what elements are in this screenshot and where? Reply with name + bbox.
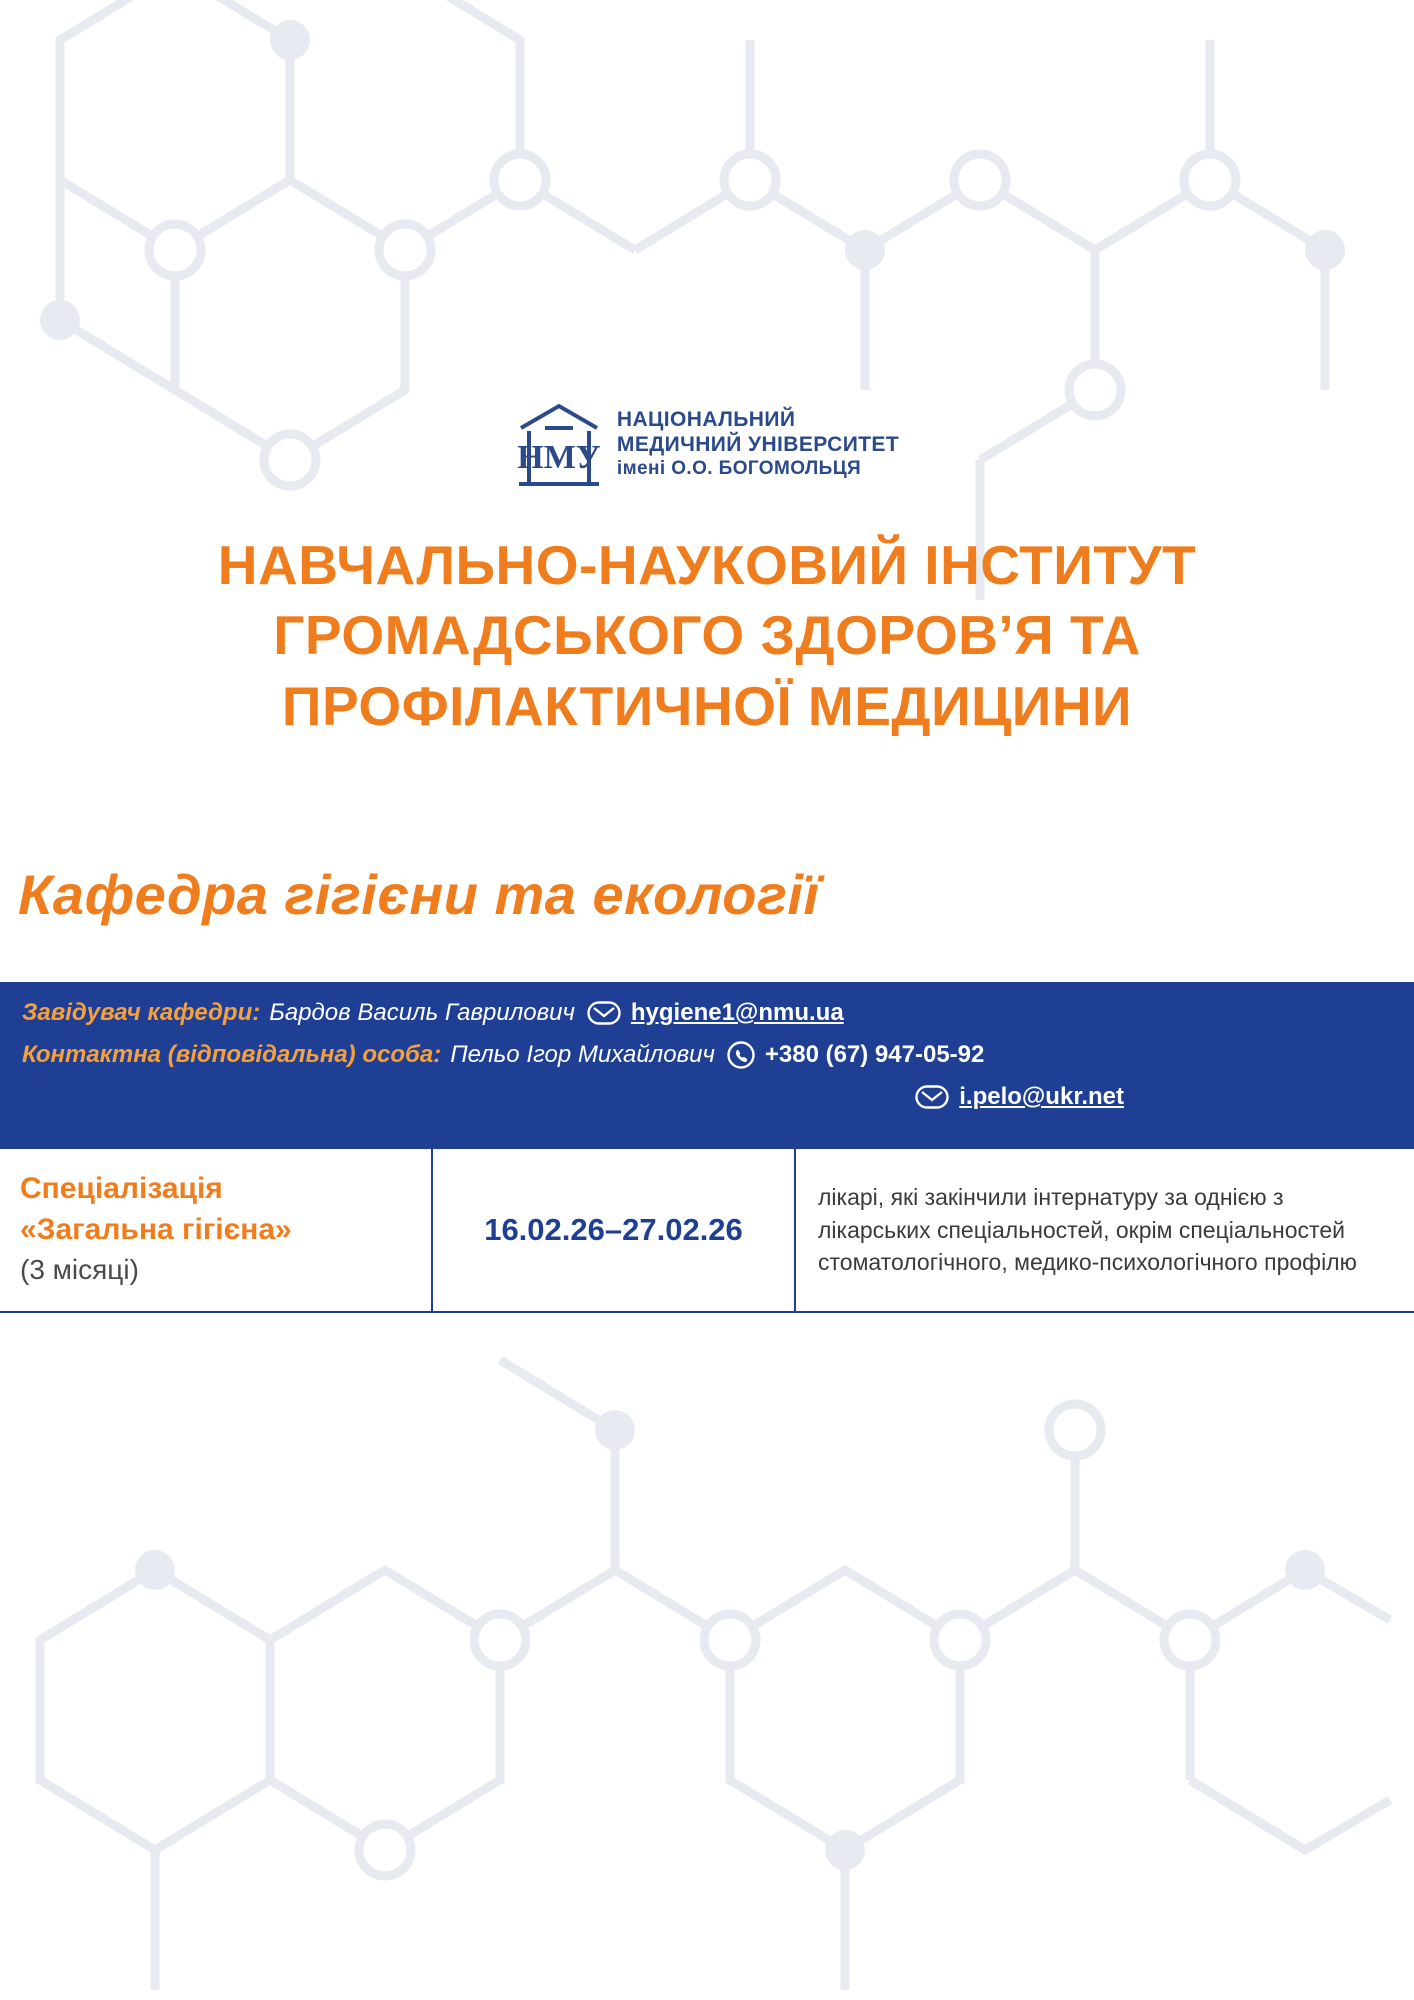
head-email-link[interactable]: hygiene1@nmu.ua: [630, 999, 844, 1026]
head-name: Бардов Василь Гаврилович: [269, 999, 575, 1026]
contact-row-head: [22, 998, 1386, 1028]
envelope-icon: [587, 1001, 621, 1025]
institute-title-line-1: НАВЧАЛЬНО-НАУКОВИЙ ІНСТИТУТ: [217, 534, 1197, 596]
course-dates-cell: 16.02.26–27.02.26: [432, 1148, 795, 1312]
contact-row-person-email: [22, 1082, 1386, 1112]
institute-title-line-2: ГРОМАДСЬКОГО ЗДОРОВ’Я ТА: [273, 604, 1141, 667]
person-name: Пельо Ігор Михайлович: [450, 1041, 715, 1068]
logo-line-2: МЕДИЧНИЙ УНІВЕРСИТЕТ: [616, 432, 900, 456]
institute-title-line-3: ПРОФІЛАКТИЧНОЇ МЕДИЦИНИ: [281, 674, 1133, 737]
person-phone[interactable]: +380 (67) 947-05-92: [764, 1041, 985, 1068]
course-name-cell: [0, 1148, 432, 1312]
table-row: [0, 1148, 1414, 1312]
courses-table: [0, 1147, 1414, 1313]
person-email-link[interactable]: i.pelo@ukr.net: [959, 1083, 1124, 1110]
university-logo: [0, 398, 1414, 490]
department-title: Кафедра гігієни та екології: [18, 863, 820, 926]
course-duration: (3 місяці): [20, 1253, 139, 1285]
head-label: Завідувач кафедри:: [22, 999, 261, 1026]
institute-title: [0, 530, 1414, 741]
nmu-emblem-icon: [515, 398, 603, 490]
course-name-line-1: Спеціалізація: [20, 1172, 223, 1205]
contacts-band: [0, 982, 1414, 1147]
contact-row-person: [22, 1040, 1386, 1070]
course-name-line-2: «Загальна гігієна»: [20, 1212, 292, 1246]
envelope-icon: [915, 1085, 949, 1109]
logo-line-3: імені О.О. БОГОМОЛЬЦЯ: [616, 457, 862, 479]
svg-text:НМУ: НМУ: [517, 439, 601, 476]
phone-icon: [727, 1041, 755, 1069]
course-requirements-cell: лікарі, які закінчили інтернатуру за однією з лікарських спеціальностей, окрім спеціальностей стоматологічного, медико-психологічного профілю: [795, 1148, 1414, 1312]
logo-line-1: НАЦІОНАЛЬНИЙ: [616, 408, 796, 432]
person-label: Контактна (відповідальна) особа:: [22, 1041, 442, 1068]
